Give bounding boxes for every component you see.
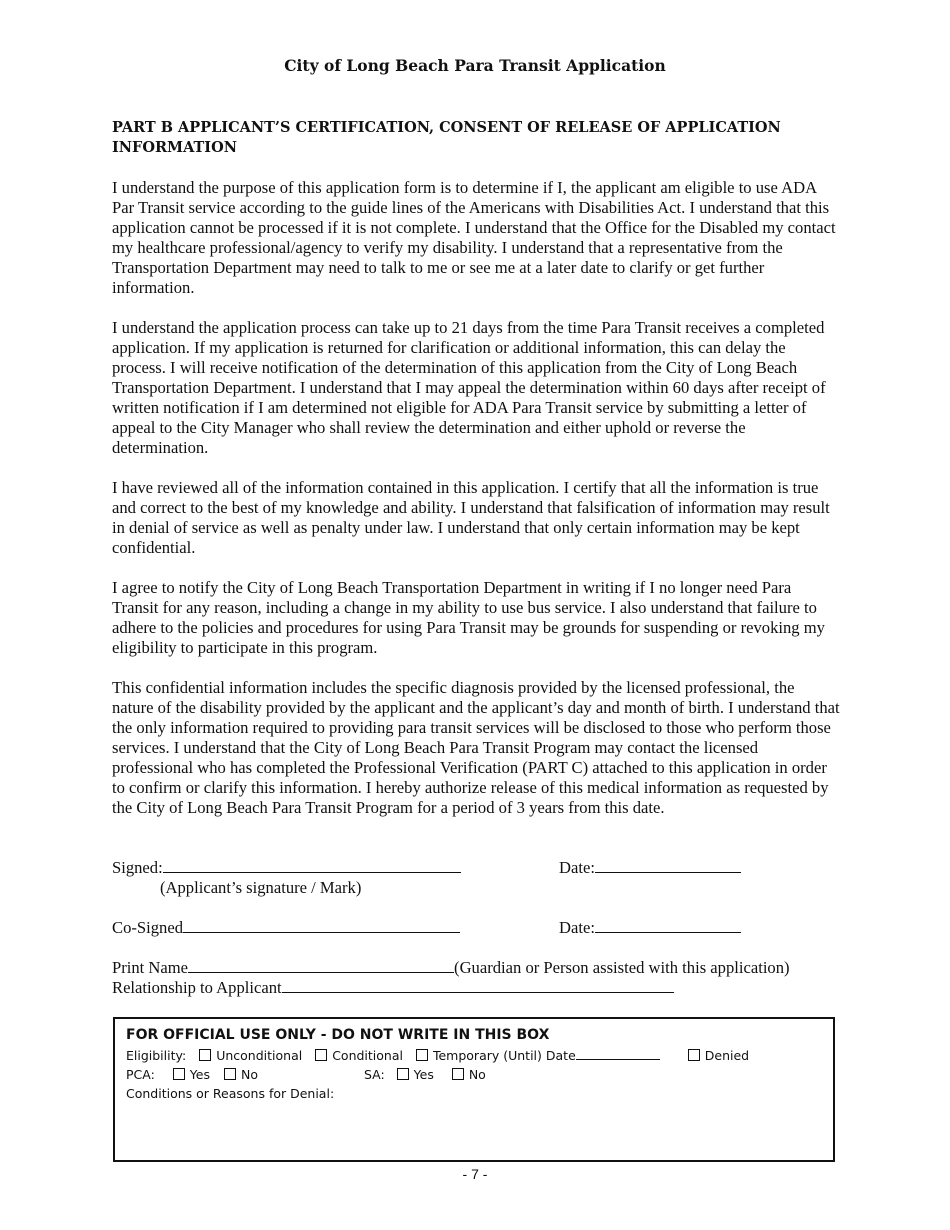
pca-no-checkbox[interactable] (224, 1068, 236, 1080)
page-number: - 7 - (462, 1166, 488, 1182)
date-label: Date: (559, 858, 595, 877)
part-b-heading: PART B APPLICANT’S CERTIFICATION, CONSENT OF RELEASE OF APPLICATION INFORMATION (112, 119, 781, 156)
conditions-label: Conditions or Reasons for Denial: (126, 1086, 335, 1101)
sa-no-label: No (468, 1067, 486, 1082)
print-name-note: (Guardian or Person assisted with this application) (454, 958, 790, 977)
pca-yes-label: Yes (189, 1067, 210, 1082)
relationship-label: Relationship to Applicant (112, 978, 282, 997)
official-use-title: FOR OFFICIAL USE ONLY - DO NOT WRITE IN THIS BOX (126, 1027, 550, 1043)
cosigned-row (112, 918, 460, 938)
date2-label: Date: (559, 918, 595, 937)
cosignature-line[interactable] (183, 918, 460, 933)
date-line[interactable] (595, 858, 741, 873)
paragraph-notification: I agree to notify the City of Long Beach Transportation Department in writing if I no longer need Para Transit for any reason, including a change in my ability to use bus service. I also understand that failure to adhere to the policies and procedures for using Para Transit may be grounds for suspending or revoking my eligibility to participate in this program. (112, 578, 825, 657)
paragraph-purpose: I understand the purpose of this application form is to determine if I, the applicant am eligible to use ADA Par Transit service according to the guide lines of the Americans with Disabilities Act. I understand that this application cannot be processed if it is not complete. I understand that the Office for the Disabled my contact my healthcare professional/agency to verify my disability. I understand that a representative from the Transportation Department may need to talk to me or see me at a later date to clarify or get further information. (112, 178, 836, 297)
conditional-checkbox[interactable] (315, 1049, 327, 1061)
sa-no-checkbox[interactable] (452, 1068, 464, 1080)
temporary-label: Temporary (Until) Date (432, 1048, 576, 1063)
eligibility-label: Eligibility: (126, 1048, 187, 1063)
unconditional-label: Unconditional (216, 1048, 303, 1063)
print-name-label: Print Name (112, 958, 189, 977)
unconditional-checkbox[interactable] (199, 1049, 211, 1061)
paragraph-confidential: This confidential information includes the specific diagnosis provided by the licensed professional, the nature of the disability provided by the applicant and the applicant’s day and month of birth. I understand that the only information required to providing para transit services will be disclosed to those who perform those services. I understand that the City of Long Beach Para Transit Program may contact the licensed professional who has completed the Professional Verification (PART C) attached to this application in order to confirm or clarify this information. I hereby authorize release of this medical information as requested by the City of Long Beach Para Transit Program for a period of 3 years from this date. (112, 678, 840, 817)
conditional-label: Conditional (332, 1048, 403, 1063)
date2-line[interactable] (595, 918, 741, 933)
print-name-line[interactable] (188, 958, 454, 973)
signature-line[interactable] (163, 858, 461, 873)
relationship-line[interactable] (282, 978, 674, 993)
eligibility-row (126, 1048, 749, 1063)
temporary-date-line[interactable] (576, 1048, 660, 1060)
pca-sa-row (126, 1067, 486, 1082)
date2-row (559, 918, 741, 938)
pca-label: PCA: (126, 1067, 155, 1082)
paragraph-process: I understand the application process can take up to 21 days from the time Para Transit receives a completed application. If my application is returned for clarification or additional information, this can delay the process. I will receive notification of the determination of this application from the City of Long Beach Transportation Department. I understand that I may appeal the determination within 60 days after receipt of written notification if I am determined not eligible for ADA Para Transit service by submitting a letter of appeal to the City Manager who shall review the determination and either uphold or reverse the determination. (112, 318, 826, 457)
document-title: City of Long Beach Para Transit Application (284, 56, 666, 75)
sa-label: SA: (363, 1067, 385, 1082)
signed-note: (Applicant’s signature / Mark) (160, 878, 362, 897)
cosigned-label: Co-Signed (112, 918, 183, 937)
denied-checkbox[interactable] (688, 1049, 700, 1061)
signed-label: Signed: (112, 858, 163, 877)
signed-row (112, 858, 461, 878)
relationship-row (112, 978, 674, 998)
sa-yes-checkbox[interactable] (397, 1068, 409, 1080)
pca-yes-checkbox[interactable] (173, 1068, 185, 1080)
print-name-row (112, 958, 790, 978)
official-use-box (113, 1017, 835, 1162)
date-row (559, 858, 741, 878)
pca-no-label: No (240, 1067, 258, 1082)
denied-label: Denied (704, 1048, 750, 1063)
paragraph-certification: I have reviewed all of the information contained in this application. I certify that all the information is true and correct to the best of my knowledge and ability. I understand that falsification of information may result in denial of service as well as penalty under law. I understand that only certain information may be kept confidential. (112, 478, 830, 557)
temporary-checkbox[interactable] (416, 1049, 428, 1061)
sa-yes-label: Yes (413, 1067, 434, 1082)
